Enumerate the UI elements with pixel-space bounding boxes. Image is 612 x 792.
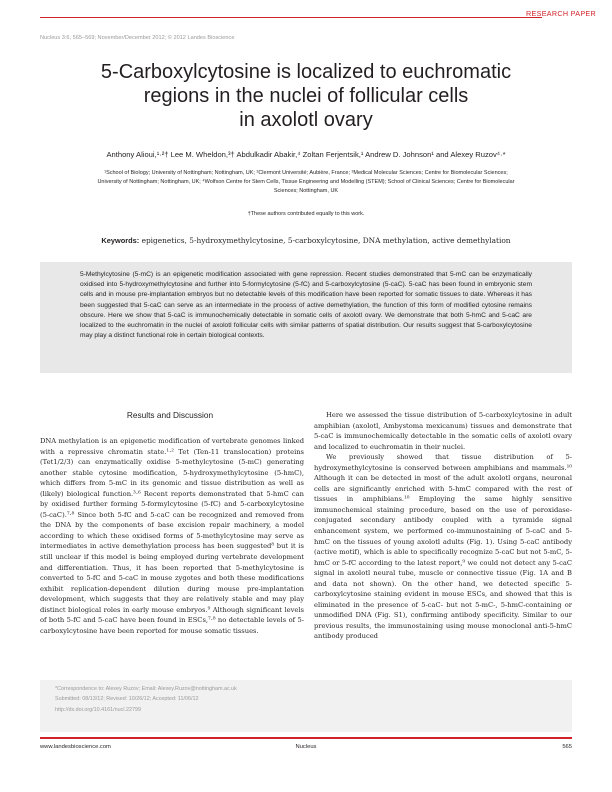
equal-contribution-note: †These authors contributed equally to this work. xyxy=(247,211,365,217)
right-column xyxy=(314,410,572,642)
body-paragraph: We previously showed that tissue distribution of 5-hydroxymethylcytosine is conserved between amphibians and mammals.¹⁰ Although it can be detected in most of the adult axolotl organs, neuronal cells are significantly enriched with 5-hmC compared with the rest of tissues in amphibians.¹⁰ Employing the same highly sensitive immunochemical staining procedure, based on the use of peroxidase-conjugated secondary antibody coupled with a tyramide signal enhancement system, we performed co-immunostaining of 5-caC and 5-hmC on the tissues of young axolotl adults (Fig. 1). Using 5-caC antibody (active motif), which is able to specifically recognize 5-caC but not 5-mC, 5-hmC or 5-fC according to the latest report,⁹ we could not detect any 5-caC signal in axolotl neural tube, muscle or connective tissue (Fig. 1A and B and data not shown). On the other hand, we detected specific 5-carboxylcytosine staining evident in mouse ESCs, and showed that this is eliminated in the presence of 5-caC- but not 5-mC-, 5-hmC-containing or unmodified DNA (Fig. S1), confirming antibody specificity. Similar to our previous results, the immunostaining using mouse monoclonal anti-5-hmC antibody produced xyxy=(314,453,572,641)
keywords xyxy=(40,236,572,245)
affiliation-line-2: University of Nottingham; Nottingham, UK; ⁴Wolfson Centre for Stem Cells, Tissue Engineering and Modelling (STEM); School of Clinical Sciences; Centre for Biomolecular xyxy=(97,179,515,185)
correspondence-line-3[interactable]: http://dx.doi.org/10.4161/nucl.22799 xyxy=(55,706,142,713)
abstract-text: 5-Methylcytosine (5-mC) is an epigenetic modification associated with gene repression. Recent studies demonstrated that 5-mC can be enzymatically oxidised into 5-hydroxymethylcytosine and further into 5-formylcytosine (5-fC) and 5-carboxylcytosine (5-caC). 5-caC has been found in embryonic stem cells and in mouse pre-implantation embryos but no detectable levels of this modification have been reported for somatic tissues to date. Whereas it has been suggested that 5-caC can serve as an intermediate in the process of active demethylation, the function of this form of modified cytosine remains obscure. Here we show that 5-caC is immunochemically detectable in somatic cells of axolotl ovary. We demonstrate that both 5-hmC and 5-caC are localized to the euchromatin in the nuclei of axolotl follicular cells with similar patterns of spatial distribution. Our results suggest that 5-carboxylcytosine may play a distinct functional role in certain biological contexts. xyxy=(80,271,532,340)
journal-citation: Nucleus 3:6, 565–569; November/December 2012; © 2012 Landes Bioscience xyxy=(40,35,235,41)
section-heading: Results and Discussion xyxy=(126,410,214,420)
paper-title xyxy=(40,60,572,132)
abstract-box xyxy=(40,262,572,373)
keywords-text: epigenetics, 5-hydroxymethylcytosine, 5-carboxylcytosine, DNA methylation, active demethylation xyxy=(141,236,511,245)
section-tag: RESEARCH PAPER xyxy=(526,9,596,18)
correspondence xyxy=(55,684,237,715)
body-paragraph: DNA methylation is an epigenetic modification of vertebrate genomes linked with a repressive chromatin state.¹·² Tet (Ten-11 translocation) proteins (Tet1/2/3) can enzymatically oxidise 5-methylcytosine (5-mC) generating another stable cytosine modification, 5-hydroxymethylcytosine (5-hmC), which differs from 5-mC in its genomic and tissue distribution as well as (likely) biological function.³·⁶ Recent reports demonstrated that 5-hmC can by oxidised further forming 5-formylcytosine (5-fC) and 5-carboxylcytosine (5-caC).⁷·⁸ Since both 5-fC and 5-caC can be recognized and removed from the DNA by the components of base excision repair machinery, a model according to which these oxidised forms of 5-methylcytosine may serve as intermediates in active demethylation process has been suggested⁸ but it is still unclear if this model is being employed during vertebrate development and differentiation. Thus, it has been reported that 5-methylcytosine is converted to 5-fC and 5-caC in mouse zygotes and both these modifications exhibit replication-dependent dilution during mouse pre-implantation development, which suggests that they are relatively stable and may play distinct biological roles in early mouse embryos.⁹ Although significant levels of both 5-fC and 5-caC have been found in ESCs,⁷·⁸ no detectable levels of 5-carboxylcytosine have been reported for mouse somatic tissues. xyxy=(40,437,304,635)
left-column xyxy=(40,436,304,636)
title-line-3: in axolotl ovary xyxy=(239,109,373,131)
footer-website[interactable]: www.landesbioscience.com xyxy=(40,744,111,750)
header-rule xyxy=(0,9,612,23)
title-line-2: regions in the nuclei of follicular cells xyxy=(143,85,469,107)
page-number: 565 xyxy=(562,744,572,750)
author-list: Anthony Alioui,¹·²† Lee M. Wheldon,³† Abdulkadir Abakir,⁴ Zoltan Ferjentsik,¹ Andrew D. Johnson¹ and Alexey Ruzov⁴·* xyxy=(106,150,506,159)
header-red-line xyxy=(40,17,542,18)
footer-journal: Nucleus xyxy=(295,744,317,750)
keywords-label: Keywords: xyxy=(101,236,140,245)
body-paragraph: Here we assessed the tissue distribution of 5-carboxylcytosine in adult amphibian (axolotl, Ambystoma mexicanum) tissues and demonstrate that 5-caC is immunochemically detectable in the somatic cells of axolotl ovary and localized to euchromatin in their nuclei. xyxy=(314,411,572,451)
correspondence-line-1: *Correspondence to: Alexey Ruzov; Email: Alexey.Ruzov@nottingham.ac.uk xyxy=(55,686,237,692)
affiliations xyxy=(40,169,572,196)
affiliation-line-3: Sciences; Nottingham, UK xyxy=(273,188,339,194)
affiliation-line-1: ¹School of Biology; University of Nottingham; Nottingham, UK; ²Clermont Université; Aubière, France; ³Medical Molecular Sciences; Centre for Biomolecular Sciences; xyxy=(104,170,508,176)
footer-rule xyxy=(40,737,572,739)
correspondence-line-2: Submitted: 08/13/12; Revised: 10/26/12; Accepted: 11/06/12 xyxy=(55,696,199,703)
title-line-1: 5-Carboxylcytosine is localized to euchromatic xyxy=(100,61,512,83)
